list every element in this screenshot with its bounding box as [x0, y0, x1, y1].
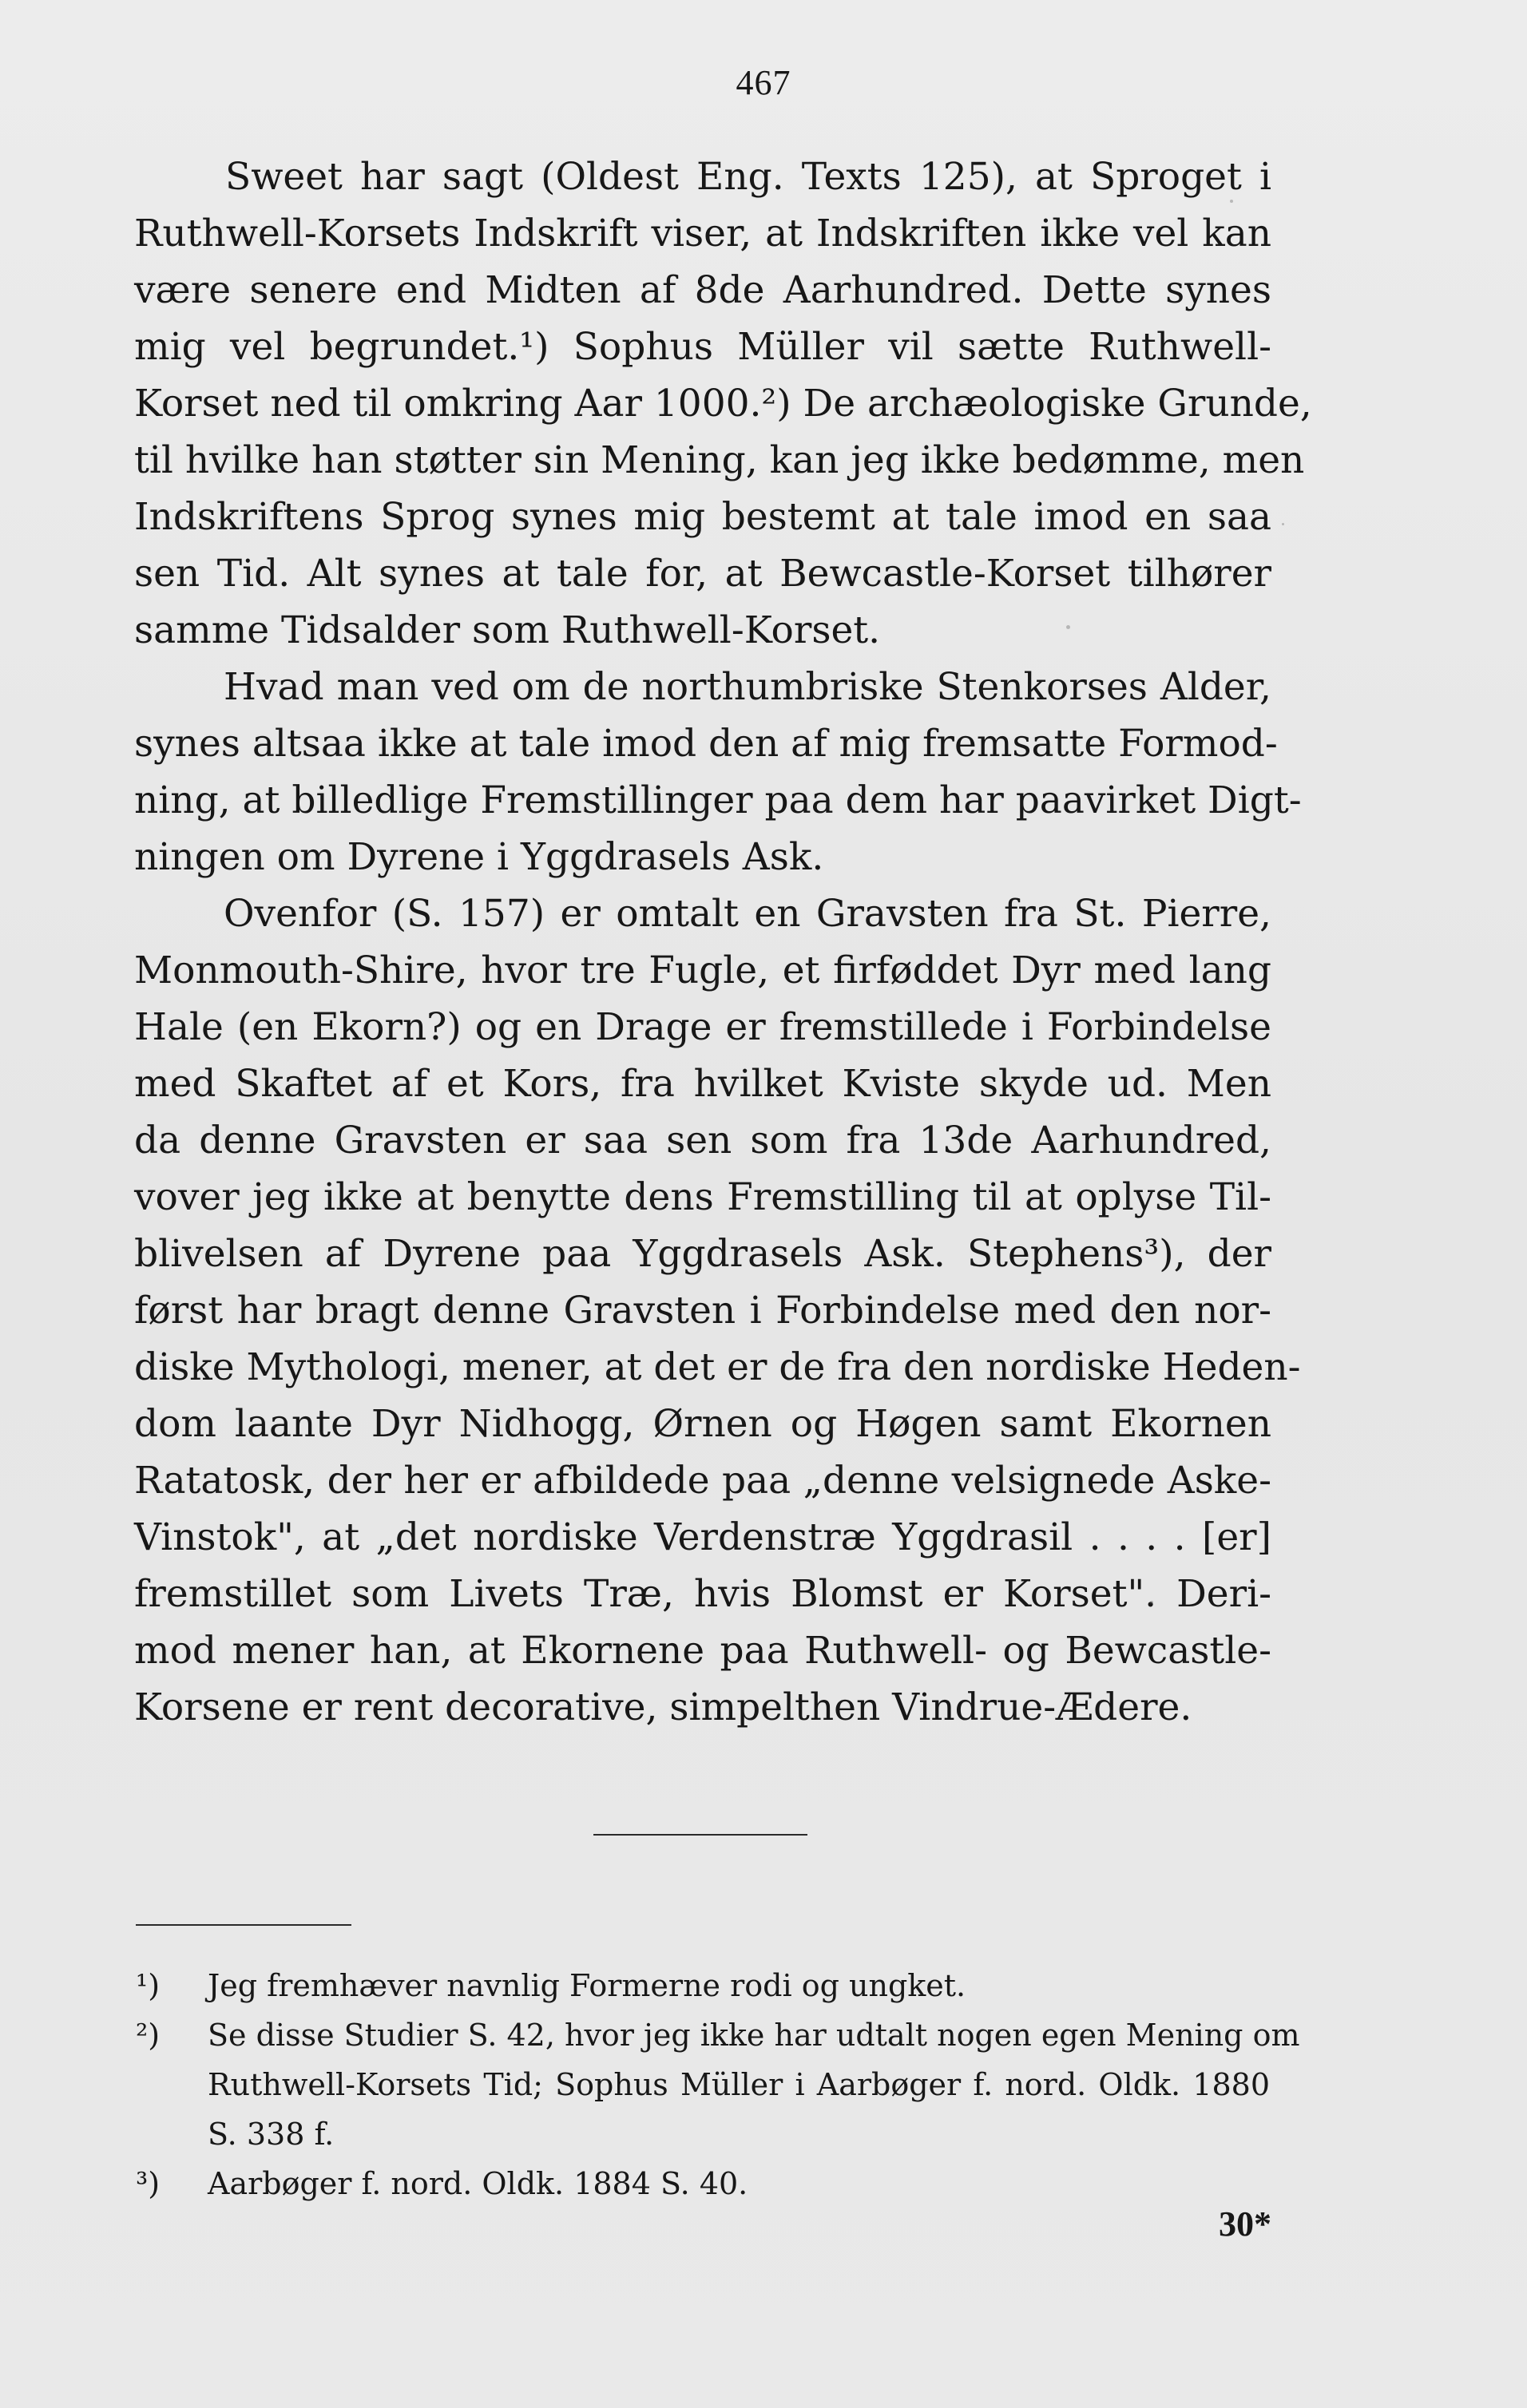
footnotes [136, 1961, 1300, 2208]
text-line: Ratatosk, der her er afbildede paa „denne velsignede Aske- [134, 1459, 1271, 1503]
paragraph-3 [134, 885, 1301, 1736]
signature-mark: 30* [1219, 2204, 1271, 2244]
text-line: Ruthwell-Korsets Indskrift viser, at Indskriften ikke vel kan [134, 212, 1271, 255]
text-line: Hale (en Ekorn?) og en Drage er fremstillede i Forbindelse [134, 1005, 1271, 1049]
text-line: til hvilke han støtter sin Mening, kan jeg ikke bedømme, men [134, 438, 1305, 482]
page-number: 467 [736, 63, 791, 102]
paragraph-1 [134, 149, 1312, 659]
footnote-3 [136, 2159, 1270, 2208]
text-line: dom laante Dyr Nidhogg, Ørnen og Høgen samt Ekornen [134, 1402, 1271, 1446]
text-line: være senere end Midten af 8de Aarhundred. Dette synes [134, 268, 1271, 312]
footnote-line: Ruthwell-Korsets Tid; Sophus Müller i Aarbøger f. nord. Oldk. 1880 [208, 2067, 1270, 2102]
paper-speck [1230, 200, 1233, 203]
text-line: ning, at billedlige Fremstillinger paa dem har paavirket Digt- [134, 778, 1302, 822]
text-line: Sweet har sagt (Oldest Eng. Texts 125), at Sproget i [225, 155, 1271, 199]
text-line: da denne Gravsten er saa sen som fra 13de Aarhundred, [134, 1119, 1271, 1162]
footnote-mark: ¹) [136, 1968, 161, 2003]
text-line: Monmouth-Shire, hvor tre Fugle, et firføddet Dyr med lang [134, 949, 1271, 992]
text-line: Vinstok", at „det nordiske Verdenstræ Yggdrasil . . . . [er] [134, 1515, 1271, 1559]
body-text [134, 149, 1312, 1736]
footnote-line: S. 338 f. [208, 2117, 335, 2152]
text-line: mod mener han, at Ekornene paa Ruthwell- og Bewcastle- [134, 1629, 1271, 1673]
footnote-mark: ²) [136, 2018, 161, 2053]
footnote-line: Aarbøger f. nord. Oldk. 1884 S. 40. [208, 2166, 748, 2201]
footnote-2 [136, 2010, 1300, 2159]
paper-speck [1150, 1601, 1153, 1604]
text-line: fremstillet som Livets Træ, hvis Blomst er Korset". Deri- [134, 1572, 1271, 1616]
text-line: Korsene er rent decorative, simpelthen Vindrue-Ædere. [134, 1685, 1192, 1729]
paper-speck [1282, 523, 1284, 525]
text-line: ningen om Dyrene i Yggdrasels Ask. [134, 835, 824, 879]
text-line: samme Tidsalder som Ruthwell-Korset. [134, 608, 881, 652]
text-line: Ovenfor (S. 157) er omtalt en Gravsten fra St. Pierre, [224, 892, 1271, 936]
text-line: vover jeg ikke at benytte dens Fremstilling til at oplyse Til- [134, 1175, 1271, 1219]
footnote-line: Se disse Studier S. 42, hvor jeg ikke har udtalt nogen egen Mening om [208, 2018, 1300, 2053]
text-line: blivelsen af Dyrene paa Yggdrasels Ask. Stephens³), der [134, 1232, 1271, 1276]
section-divider [593, 1834, 807, 1836]
text-line: mig vel begrundet.¹) Sophus Müller vil sætte Ruthwell- [134, 325, 1271, 369]
paragraph-2 [134, 659, 1302, 885]
paper-speck [1066, 625, 1070, 629]
footnote-mark: ³) [136, 2166, 161, 2201]
text-line: Hvad man ved om de northumbriske Stenkorses Alder, [224, 665, 1271, 709]
text-line: diske Mythologi, mener, at det er de fra den nordiske Heden- [134, 1345, 1301, 1389]
text-line: først har bragt denne Gravsten i Forbindelse med den nor- [134, 1289, 1271, 1333]
footnote-divider [136, 1924, 351, 1926]
text-line: med Skaftet af et Kors, fra hvilket Kviste skyde ud. Men [134, 1062, 1271, 1106]
text-line: synes altsaa ikke at tale imod den af mig fremsatte Formod- [134, 722, 1278, 766]
text-line: sen Tid. Alt synes at tale for, at Bewcastle-Korset tilhører [134, 552, 1271, 596]
text-line: Korset ned til omkring Aar 1000.²) De archæologiske Grunde, [134, 382, 1312, 426]
footnote-1 [136, 1961, 1270, 2010]
footnote-line: Jeg fremhæver navnlig Formerne rodi og ungket. [208, 1968, 966, 2003]
text-line: Indskriftens Sprog synes mig bestemt at tale imod en saa [134, 495, 1271, 539]
